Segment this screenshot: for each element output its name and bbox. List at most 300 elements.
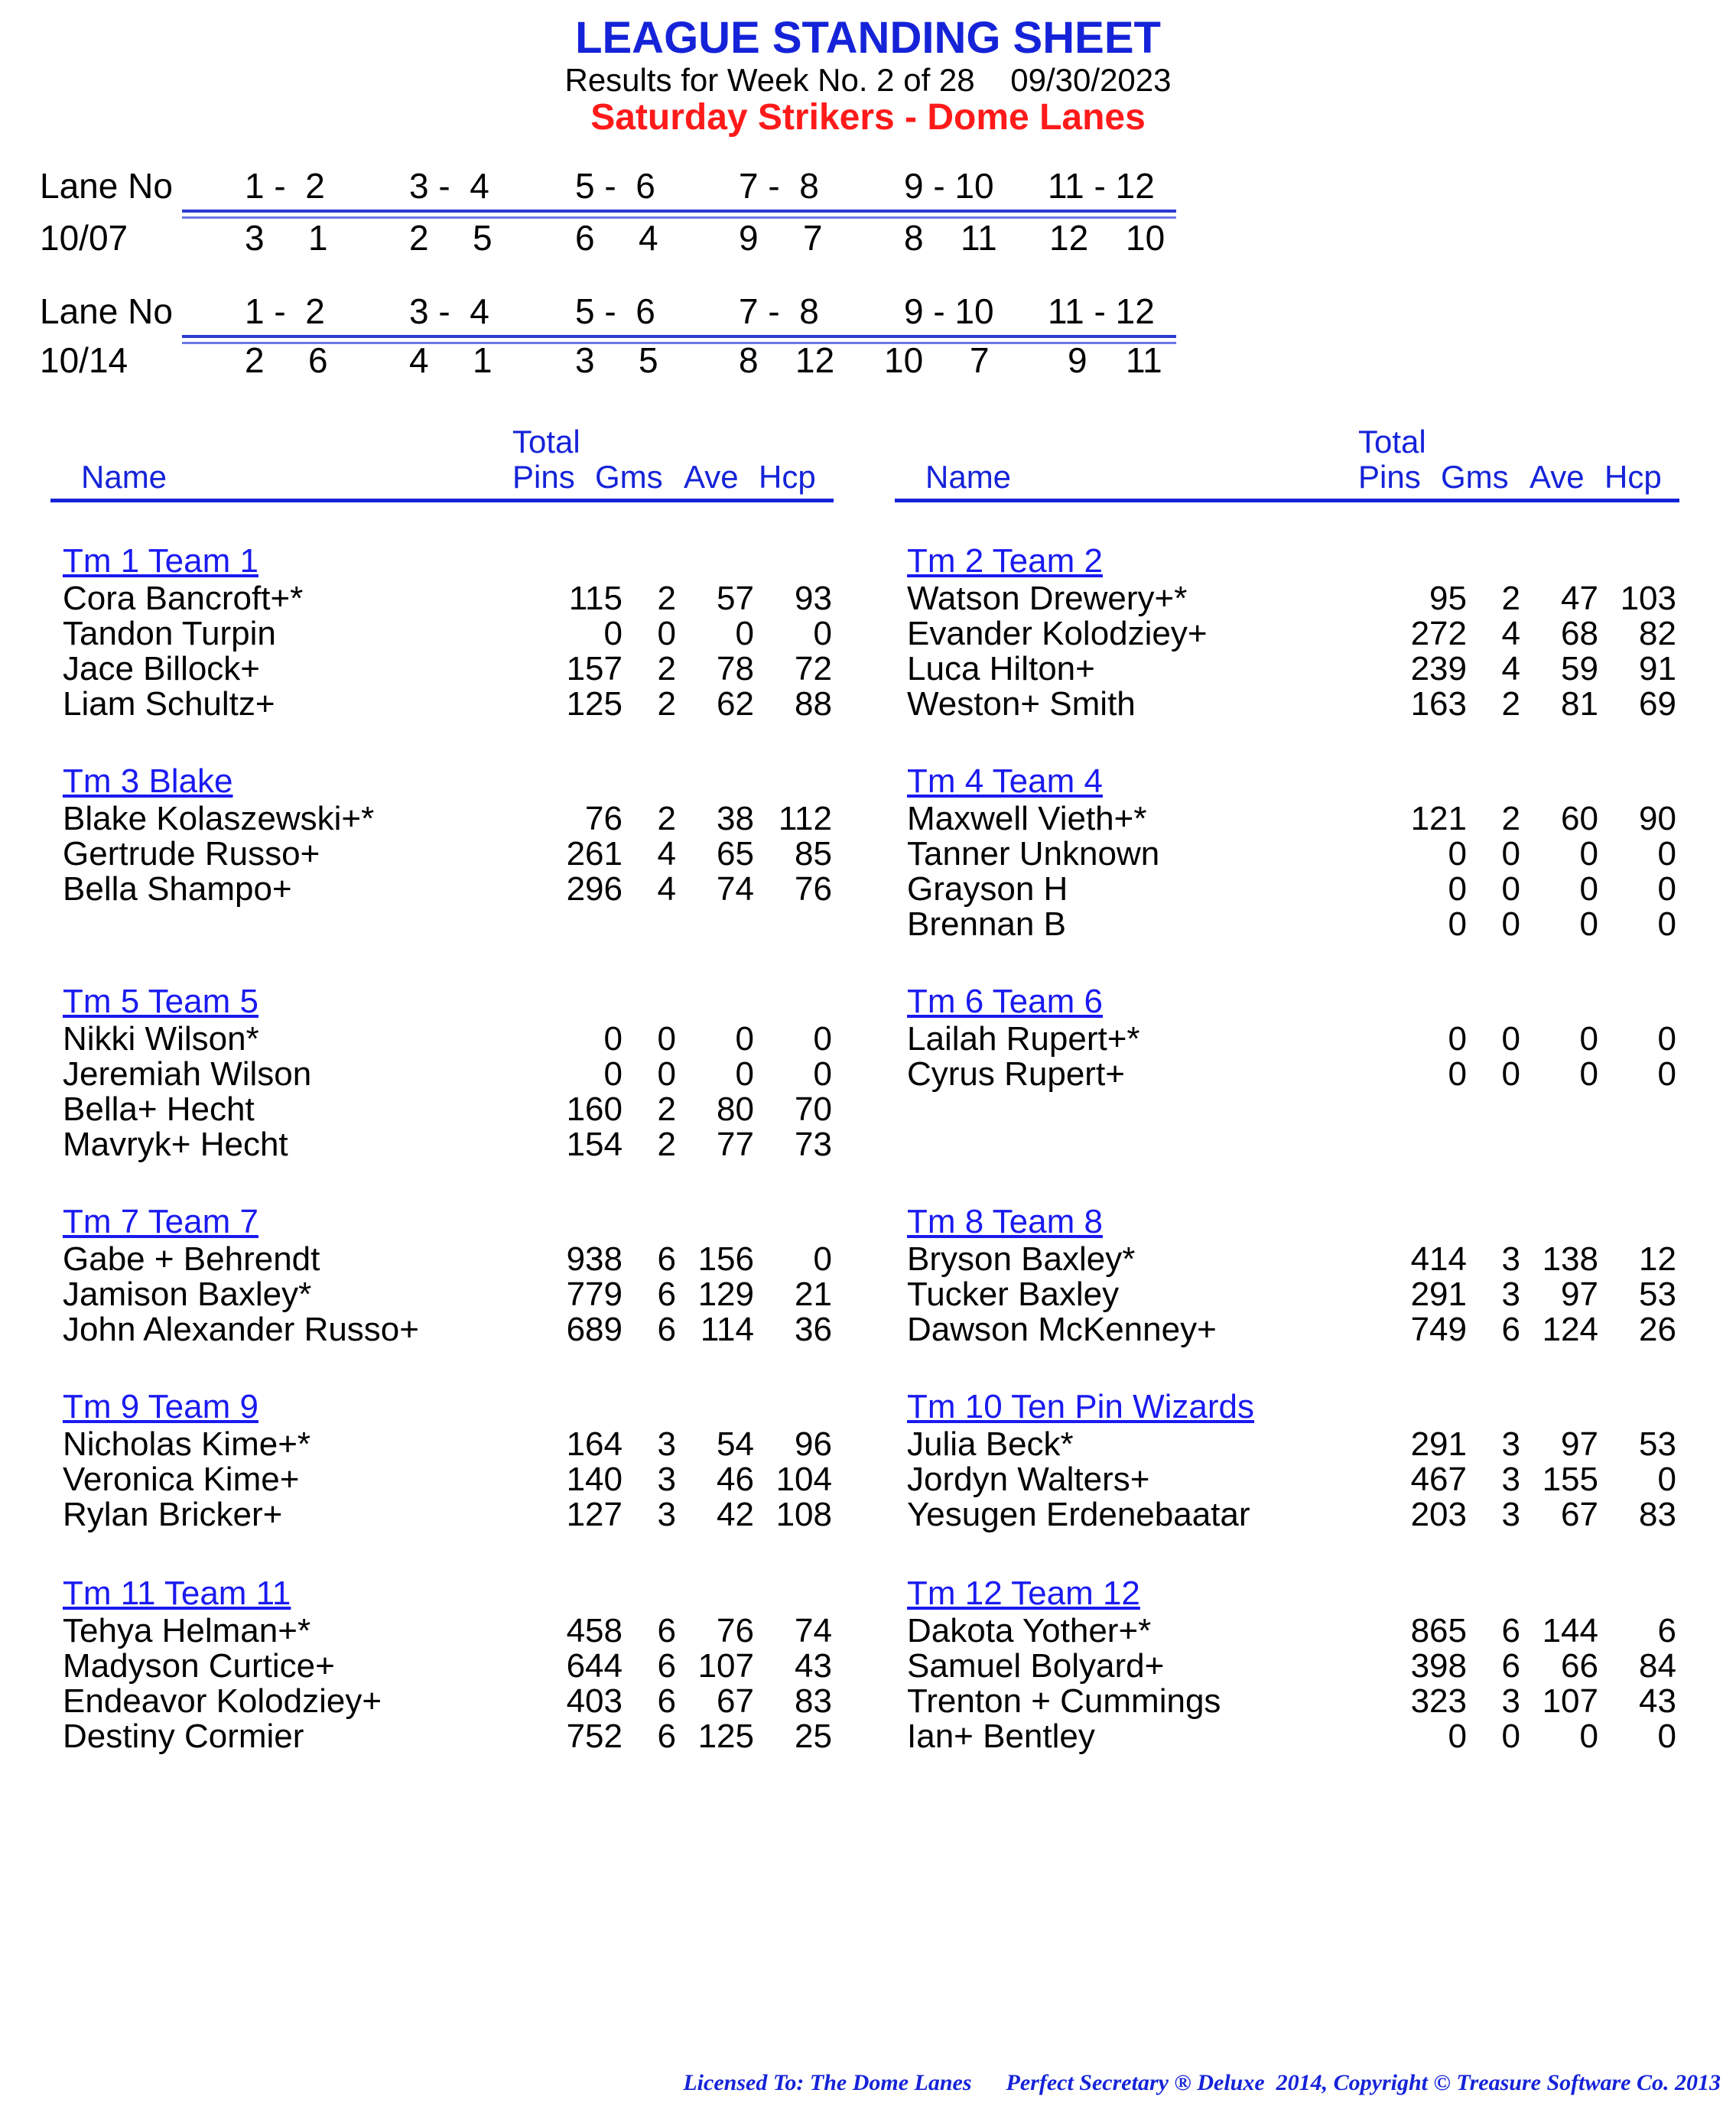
team-number: 7	[970, 340, 990, 380]
player-total-pins: 0	[1448, 1055, 1467, 1093]
team-number: 1	[308, 218, 328, 258]
player-name: Bella Shampo+	[63, 870, 292, 908]
player-row	[63, 652, 850, 687]
league-name: Saturday Strikers - Dome Lanes	[590, 97, 1146, 138]
team-link[interactable]: Tm 5 Team 5	[63, 983, 258, 1020]
player-average: 0	[1579, 905, 1598, 943]
player-games: 4	[657, 870, 676, 908]
player-row	[907, 1022, 1695, 1057]
lane-pair: 11 - 12	[1048, 166, 1155, 206]
team-number: 9	[1068, 340, 1087, 380]
player-total-pins: 154	[566, 1126, 623, 1163]
player-total-pins: 938	[566, 1240, 623, 1278]
player-total-pins: 752	[566, 1718, 623, 1755]
team-number: 11	[961, 218, 997, 258]
player-total-pins: 323	[1410, 1682, 1467, 1720]
player-average: 125	[697, 1718, 754, 1755]
player-row	[907, 1277, 1695, 1312]
player-handicap: 72	[795, 650, 832, 687]
player-row	[63, 1684, 850, 1719]
player-name: Samuel Bolyard+	[907, 1647, 1165, 1685]
player-name: Destiny Cormier	[63, 1718, 304, 1755]
player-average: 0	[735, 1055, 754, 1093]
player-name: Ian+ Bentley	[907, 1718, 1095, 1755]
player-name: Tehya Helman+*	[63, 1612, 311, 1649]
player-row	[907, 1649, 1695, 1684]
team-number: 4	[409, 340, 429, 380]
total-header: Total	[1358, 424, 1426, 460]
player-row	[907, 1684, 1695, 1719]
team-number: 7	[803, 218, 823, 258]
player-handicap: 108	[775, 1496, 832, 1533]
player-row	[907, 616, 1695, 652]
player-average: 62	[717, 685, 754, 723]
player-row	[63, 1057, 850, 1092]
player-games: 3	[1501, 1496, 1520, 1533]
team-number: 6	[575, 218, 595, 258]
gms-header: Gms	[1441, 459, 1509, 495]
player-average: 0	[1579, 1718, 1598, 1755]
player-average: 67	[1561, 1496, 1598, 1533]
player-games: 0	[657, 615, 676, 652]
player-games: 3	[657, 1425, 676, 1463]
player-average: 67	[717, 1682, 754, 1720]
player-average: 129	[697, 1276, 754, 1313]
player-row	[907, 872, 1695, 907]
player-total-pins: 115	[568, 580, 623, 617]
player-row	[63, 1719, 850, 1754]
team-number: 3	[245, 218, 265, 258]
player-name: Gertrude Russo+	[63, 835, 320, 873]
player-row	[63, 1649, 850, 1684]
player-handicap: 43	[1639, 1682, 1676, 1720]
player-name: Dakota Yother+*	[907, 1612, 1152, 1649]
player-handicap: 112	[778, 800, 832, 837]
player-row	[63, 581, 850, 616]
schedule-rule	[182, 335, 1176, 344]
player-games: 3	[1501, 1276, 1520, 1313]
player-average: 74	[717, 870, 754, 908]
player-games: 4	[1501, 650, 1520, 687]
player-total-pins: 121	[1410, 800, 1467, 837]
team-link[interactable]: Tm 7 Team 7	[63, 1203, 258, 1240]
header-rule	[50, 499, 834, 502]
player-name: Weston+ Smith	[907, 685, 1136, 723]
player-average: 68	[1561, 615, 1598, 652]
player-row	[907, 1427, 1695, 1462]
player-total-pins: 157	[566, 650, 623, 687]
player-average: 60	[1561, 800, 1598, 837]
player-handicap: 21	[795, 1276, 832, 1313]
player-name: Gabe + Behrendt	[63, 1240, 320, 1278]
player-row	[63, 616, 850, 652]
player-games: 6	[657, 1647, 676, 1685]
player-handicap: 0	[1657, 1718, 1676, 1755]
page-title: LEAGUE STANDING SHEET	[575, 13, 1161, 63]
team-link[interactable]: Tm 8 Team 8	[907, 1203, 1103, 1240]
player-games: 2	[1501, 580, 1520, 617]
lane-pair: 3 - 4	[409, 291, 489, 331]
team-link[interactable]: Tm 9 Team 9	[63, 1388, 258, 1425]
player-name: Bella+ Hecht	[63, 1090, 255, 1128]
license-footer: Licensed To: The Dome Lanes Perfect Secretary ® Deluxe 2014, Copyright © Treasure Software Co. 2013	[683, 2070, 1721, 2095]
player-games: 2	[657, 1126, 676, 1163]
player-name: Grayson H	[907, 870, 1068, 908]
player-name: Nicholas Kime+*	[63, 1425, 311, 1463]
player-handicap: 0	[1657, 1020, 1676, 1058]
player-games: 3	[1501, 1425, 1520, 1463]
player-row	[63, 687, 850, 722]
player-name: Mavryk+ Hecht	[63, 1126, 288, 1163]
player-handicap: 25	[795, 1718, 832, 1755]
player-games: 0	[657, 1020, 676, 1058]
lane-pair: 5 - 6	[575, 166, 655, 206]
player-games: 2	[1501, 800, 1520, 837]
player-average: 0	[1579, 870, 1598, 908]
team-number: 2	[245, 340, 265, 380]
player-total-pins: 689	[566, 1311, 623, 1348]
player-name: Jamison Baxley*	[63, 1276, 312, 1313]
player-games: 0	[1501, 1055, 1520, 1093]
player-average: 156	[697, 1240, 754, 1278]
player-name: Dawson McKenney+	[907, 1311, 1217, 1348]
player-average: 42	[717, 1496, 754, 1533]
player-row	[63, 872, 850, 907]
player-handicap: 91	[1639, 650, 1676, 687]
player-name: Madyson Curtice+	[63, 1647, 335, 1685]
player-handicap: 43	[795, 1647, 832, 1685]
player-row	[63, 1312, 850, 1347]
player-handicap: 12	[1639, 1240, 1676, 1278]
player-handicap: 0	[1657, 835, 1676, 873]
team-link[interactable]: Tm 2 Team 2	[907, 542, 1103, 580]
player-average: 78	[717, 650, 754, 687]
name-header: Name	[925, 459, 1012, 495]
player-row	[907, 1242, 1695, 1277]
player-average: 107	[697, 1647, 754, 1685]
player-total-pins: 458	[566, 1612, 623, 1649]
player-handicap: 90	[1639, 800, 1676, 837]
player-average: 81	[1561, 685, 1598, 723]
player-average: 77	[717, 1126, 754, 1163]
player-handicap: 82	[1639, 615, 1676, 652]
lane-pair: 1 - 2	[245, 166, 325, 206]
player-average: 54	[717, 1425, 754, 1463]
player-row	[63, 1462, 850, 1497]
ave-header: Ave	[1530, 459, 1585, 495]
player-average: 59	[1561, 650, 1598, 687]
player-handicap: 0	[813, 1240, 832, 1278]
team-link[interactable]: Tm 3 Blake	[63, 762, 233, 800]
player-games: 2	[657, 685, 676, 723]
team-number: 3	[575, 340, 595, 380]
player-games: 0	[1501, 870, 1520, 908]
player-total-pins: 398	[1410, 1647, 1467, 1685]
player-games: 0	[1501, 1718, 1520, 1755]
player-handicap: 85	[795, 835, 832, 873]
player-average: 38	[717, 800, 754, 837]
player-handicap: 74	[795, 1612, 832, 1649]
player-row	[63, 1092, 850, 1127]
player-name: Trenton + Cummings	[907, 1682, 1221, 1720]
player-handicap: 6	[1657, 1612, 1676, 1649]
player-name: Bryson Baxley*	[907, 1240, 1136, 1278]
player-handicap: 104	[775, 1461, 832, 1498]
player-handicap: 0	[813, 615, 832, 652]
player-handicap: 36	[795, 1311, 832, 1348]
lane-pair: 9 - 10	[904, 166, 994, 206]
player-total-pins: 163	[1410, 685, 1467, 723]
player-handicap: 69	[1639, 685, 1676, 723]
player-average: 57	[717, 580, 754, 617]
player-handicap: 0	[1657, 1055, 1676, 1093]
player-total-pins: 0	[1448, 1718, 1467, 1755]
player-handicap: 84	[1639, 1647, 1676, 1685]
team-number: 8	[739, 340, 759, 380]
player-total-pins: 467	[1410, 1461, 1467, 1498]
player-games: 3	[657, 1496, 676, 1533]
player-games: 6	[657, 1311, 676, 1348]
lane-pair: 9 - 10	[904, 291, 994, 331]
lane-pair: 7 - 8	[739, 166, 819, 206]
player-average: 107	[1542, 1682, 1598, 1720]
player-name: Yesugen Erdenebaatar	[907, 1496, 1250, 1533]
player-total-pins: 0	[603, 1055, 623, 1093]
player-handicap: 26	[1639, 1311, 1676, 1348]
team-number: 12	[1049, 218, 1089, 258]
player-average: 0	[1579, 1020, 1598, 1058]
player-name: Endeavor Kolodziey+	[63, 1682, 382, 1720]
hcp-header: Hcp	[759, 459, 816, 495]
team-number: 10	[1126, 218, 1165, 258]
player-row	[63, 1127, 850, 1162]
player-row	[907, 687, 1695, 722]
player-games: 6	[1501, 1311, 1520, 1348]
team-number: 11	[1126, 340, 1162, 380]
header-rule	[895, 499, 1679, 502]
player-average: 138	[1542, 1240, 1598, 1278]
player-name: Jordyn Walters+	[907, 1461, 1150, 1498]
player-games: 6	[657, 1612, 676, 1649]
week-subtitle: Results for Week No. 2 of 28 09/30/2023	[564, 62, 1172, 98]
lane-pair: 1 - 2	[245, 291, 325, 331]
player-row	[63, 1427, 850, 1462]
player-average: 47	[1561, 580, 1598, 617]
ave-header: Ave	[684, 459, 739, 495]
player-name: Brennan B	[907, 905, 1066, 943]
player-total-pins: 403	[566, 1682, 623, 1720]
team-link[interactable]: Tm 4 Team 4	[907, 762, 1103, 800]
player-handicap: 0	[813, 1020, 832, 1058]
player-handicap: 73	[795, 1126, 832, 1163]
player-name: Evander Kolodziey+	[907, 615, 1208, 652]
player-total-pins: 76	[585, 800, 623, 837]
player-row	[907, 801, 1695, 837]
player-average: 97	[1561, 1276, 1598, 1313]
player-total-pins: 291	[1410, 1276, 1467, 1313]
player-total-pins: 164	[566, 1425, 623, 1463]
lane-pair: 11 - 12	[1048, 291, 1155, 331]
player-name: Rylan Bricker+	[63, 1496, 283, 1533]
player-games: 6	[657, 1276, 676, 1313]
player-games: 0	[1501, 1020, 1520, 1058]
team-number: 6	[308, 340, 328, 380]
player-games: 4	[657, 835, 676, 873]
player-total-pins: 0	[1448, 870, 1467, 908]
lane-pair: 7 - 8	[739, 291, 819, 331]
gms-header: Gms	[595, 459, 663, 495]
player-handicap: 83	[1639, 1496, 1676, 1533]
pins-header: Pins	[512, 459, 575, 495]
player-name: Tanner Unknown	[907, 835, 1160, 873]
player-average: 80	[717, 1090, 754, 1128]
schedule-rule	[182, 210, 1176, 219]
player-total-pins: 239	[1410, 650, 1467, 687]
player-games: 0	[1501, 905, 1520, 943]
player-name: Blake Kolaszewski+*	[63, 800, 375, 837]
player-total-pins: 0	[1448, 905, 1467, 943]
player-name: Tandon Turpin	[63, 615, 276, 652]
team-number: 4	[639, 218, 658, 258]
player-average: 144	[1542, 1612, 1598, 1649]
player-total-pins: 865	[1410, 1612, 1467, 1649]
player-row	[63, 1242, 850, 1277]
team-number: 9	[739, 218, 759, 258]
player-handicap: 0	[1657, 905, 1676, 943]
player-average: 155	[1542, 1461, 1598, 1498]
lane-no-label: Lane No	[40, 291, 173, 331]
player-average: 0	[1579, 835, 1598, 873]
player-row	[63, 1277, 850, 1312]
player-row	[63, 837, 850, 872]
player-average: 114	[700, 1311, 754, 1348]
player-games: 3	[1501, 1461, 1520, 1498]
player-total-pins: 779	[566, 1276, 623, 1313]
player-average: 0	[1579, 1055, 1598, 1093]
team-link[interactable]: Tm 10 Ten Pin Wizards	[907, 1388, 1255, 1425]
player-name: Cora Bancroft+*	[63, 580, 304, 617]
player-handicap: 103	[1620, 580, 1676, 617]
team-number: 12	[795, 340, 835, 380]
player-total-pins: 644	[566, 1647, 623, 1685]
player-total-pins: 414	[1410, 1240, 1467, 1278]
player-games: 6	[1501, 1647, 1520, 1685]
player-row	[63, 1022, 850, 1057]
player-total-pins: 95	[1429, 580, 1467, 617]
player-games: 6	[657, 1682, 676, 1720]
player-average: 46	[717, 1461, 754, 1498]
team-number: 5	[473, 218, 493, 258]
team-number: 2	[409, 218, 429, 258]
player-row	[907, 1462, 1695, 1497]
player-handicap: 88	[795, 685, 832, 723]
player-row	[907, 1057, 1695, 1092]
player-row	[63, 1497, 850, 1532]
lane-pair: 5 - 6	[575, 291, 655, 331]
player-name: Liam Schultz+	[63, 685, 275, 723]
player-row	[907, 581, 1695, 616]
player-games: 3	[1501, 1240, 1520, 1278]
player-average: 97	[1561, 1425, 1598, 1463]
player-average: 0	[735, 615, 754, 652]
player-handicap: 93	[795, 580, 832, 617]
player-row	[907, 652, 1695, 687]
player-total-pins: 140	[566, 1461, 623, 1498]
team-link[interactable]: Tm 11 Team 11	[63, 1575, 291, 1612]
player-games: 0	[657, 1055, 676, 1093]
hcp-header: Hcp	[1604, 459, 1662, 495]
lane-schedule-2	[0, 291, 1208, 398]
team-number: 10	[884, 340, 924, 380]
player-name: Cyrus Rupert+	[907, 1055, 1125, 1093]
player-games: 2	[657, 650, 676, 687]
player-handicap: 0	[1657, 1461, 1676, 1498]
player-average: 76	[717, 1612, 754, 1649]
player-total-pins: 291	[1410, 1425, 1467, 1463]
player-row	[907, 1312, 1695, 1347]
team-link[interactable]: Tm 6 Team 6	[907, 983, 1103, 1020]
total-header: Total	[512, 424, 580, 460]
player-handicap: 96	[795, 1425, 832, 1463]
schedule-date: 10/07	[40, 218, 128, 258]
team-link[interactable]: Tm 12 Team 12	[907, 1575, 1140, 1612]
player-name: Jeremiah Wilson	[63, 1055, 312, 1093]
player-average: 66	[1561, 1647, 1598, 1685]
player-handicap: 83	[795, 1682, 832, 1720]
player-row	[907, 1719, 1695, 1754]
player-total-pins: 0	[603, 1020, 623, 1058]
player-total-pins: 296	[566, 870, 623, 908]
player-name: Julia Beck*	[907, 1425, 1074, 1463]
team-number: 1	[473, 340, 493, 380]
player-handicap: 53	[1639, 1425, 1676, 1463]
player-games: 0	[1501, 835, 1520, 873]
player-name: Nikki Wilson*	[63, 1020, 259, 1058]
player-games: 2	[657, 580, 676, 617]
player-average: 0	[735, 1020, 754, 1058]
player-total-pins: 749	[1410, 1311, 1467, 1348]
player-total-pins: 203	[1410, 1496, 1467, 1533]
lane-no-label: Lane No	[40, 166, 173, 206]
team-number: 8	[904, 218, 924, 258]
player-total-pins: 160	[566, 1090, 623, 1128]
player-average: 124	[1542, 1311, 1598, 1348]
player-games: 3	[1501, 1682, 1520, 1720]
player-games: 6	[657, 1240, 676, 1278]
team-link[interactable]: Tm 1 Team 1	[63, 542, 258, 580]
player-average: 65	[717, 835, 754, 873]
player-total-pins: 127	[566, 1496, 623, 1533]
player-total-pins: 0	[1448, 1020, 1467, 1058]
player-games: 6	[657, 1718, 676, 1755]
player-total-pins: 0	[1448, 835, 1467, 873]
player-games: 6	[1501, 1612, 1520, 1649]
player-row	[907, 1614, 1695, 1649]
name-header: Name	[81, 459, 167, 495]
player-total-pins: 125	[566, 685, 623, 723]
player-total-pins: 0	[603, 615, 623, 652]
player-total-pins: 261	[566, 835, 623, 873]
player-handicap: 0	[1657, 870, 1676, 908]
player-row	[907, 1497, 1695, 1532]
player-total-pins: 272	[1410, 615, 1467, 652]
player-row	[63, 1614, 850, 1649]
player-name: John Alexander Russo+	[63, 1311, 419, 1348]
player-name: Watson Drewery+*	[907, 580, 1188, 617]
pins-header: Pins	[1358, 459, 1421, 495]
player-row	[63, 801, 850, 837]
schedule-date: 10/14	[40, 340, 128, 380]
